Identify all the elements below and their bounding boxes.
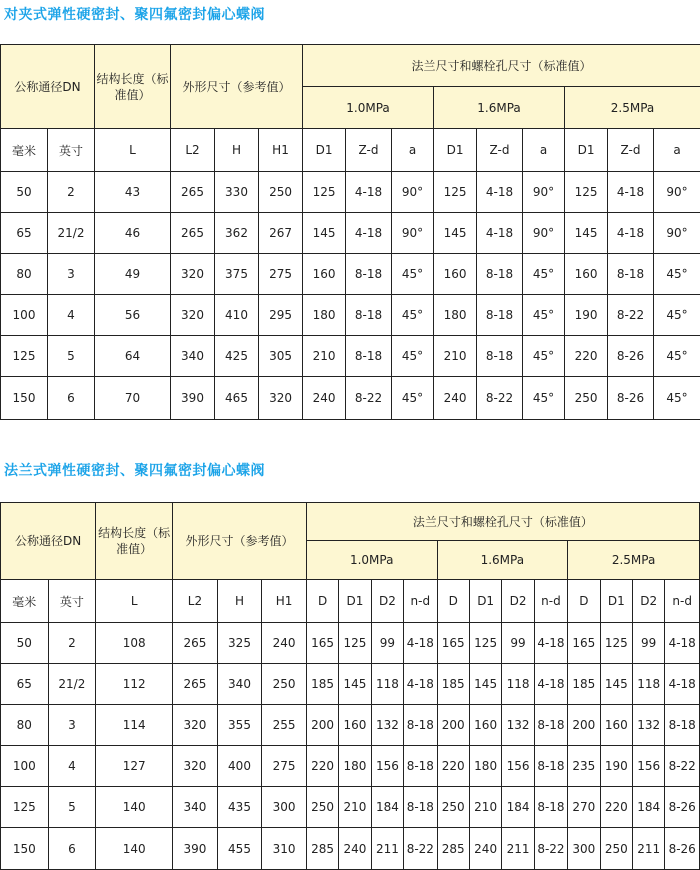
table-cell: 45° bbox=[523, 254, 565, 295]
table-cell: 140 bbox=[96, 828, 173, 870]
column-header: D bbox=[568, 580, 600, 623]
pressure-header: 2.5MPa bbox=[565, 87, 700, 129]
table-cell: 45° bbox=[654, 336, 700, 377]
table-cell: 114 bbox=[96, 705, 173, 746]
table-cell: 45° bbox=[392, 295, 434, 336]
table-cell: 90° bbox=[392, 172, 434, 213]
pressure-header: 1.0MPa bbox=[306, 541, 437, 580]
table-cell: 320 bbox=[173, 746, 218, 787]
table-cell: 285 bbox=[437, 828, 469, 870]
table-cell: 4 bbox=[48, 295, 95, 336]
table-cell: 465 bbox=[215, 377, 259, 420]
table-cell: 200 bbox=[568, 705, 600, 746]
column-header: H bbox=[217, 580, 262, 623]
table-cell: 45° bbox=[392, 336, 434, 377]
table-cell: 255 bbox=[262, 705, 307, 746]
table-cell: 4-18 bbox=[404, 623, 437, 664]
table-cell: 50 bbox=[1, 172, 48, 213]
table-cell: 118 bbox=[502, 664, 534, 705]
table-cell: 270 bbox=[568, 787, 600, 828]
table-cell: 4-18 bbox=[477, 172, 523, 213]
table-cell: 8-18 bbox=[404, 787, 437, 828]
table-row bbox=[1, 377, 700, 420]
table-cell: 108 bbox=[96, 623, 173, 664]
column-header: Z-d bbox=[477, 129, 523, 172]
column-header: Z-d bbox=[346, 129, 392, 172]
table-cell: 295 bbox=[259, 295, 303, 336]
table-cell: 132 bbox=[502, 705, 534, 746]
table-cell: 8-18 bbox=[404, 705, 437, 746]
table-cell: 300 bbox=[568, 828, 600, 870]
column-header: D1 bbox=[434, 129, 477, 172]
table-cell: 70 bbox=[95, 377, 171, 420]
column-header: D2 bbox=[371, 580, 403, 623]
table-cell: 8-18 bbox=[608, 254, 654, 295]
table-cell: 150 bbox=[1, 377, 48, 420]
table-cell: 240 bbox=[303, 377, 346, 420]
table-cell: 145 bbox=[600, 664, 632, 705]
column-header: 英寸 bbox=[48, 580, 96, 623]
table-cell: 80 bbox=[1, 254, 48, 295]
table-cell: 8-22 bbox=[665, 746, 700, 787]
table-cell: 160 bbox=[469, 705, 501, 746]
table-cell: 125 bbox=[1, 336, 48, 377]
table-cell: 8-18 bbox=[346, 336, 392, 377]
outline-header: 外形尺寸（参考值） bbox=[171, 45, 303, 129]
table-cell: 362 bbox=[215, 213, 259, 254]
table-cell: 185 bbox=[437, 664, 469, 705]
column-header: D2 bbox=[632, 580, 664, 623]
column-header: 毫米 bbox=[1, 129, 48, 172]
table-row bbox=[1, 623, 700, 664]
table-cell: 8-18 bbox=[534, 746, 567, 787]
pressure-header: 1.6MPa bbox=[434, 87, 565, 129]
column-header: n-d bbox=[534, 580, 567, 623]
table-cell: 4-18 bbox=[346, 213, 392, 254]
table-cell: 6 bbox=[48, 828, 96, 870]
column-header: n-d bbox=[404, 580, 437, 623]
table-cell: 4-18 bbox=[665, 623, 700, 664]
table-cell: 300 bbox=[262, 787, 307, 828]
table-cell: 240 bbox=[339, 828, 371, 870]
table-row bbox=[1, 295, 700, 336]
table-cell: 190 bbox=[565, 295, 608, 336]
table-cell: 4 bbox=[48, 746, 96, 787]
table-cell: 145 bbox=[565, 213, 608, 254]
table-cell: 99 bbox=[371, 623, 403, 664]
table-cell: 43 bbox=[95, 172, 171, 213]
column-header: a bbox=[392, 129, 434, 172]
table-cell: 250 bbox=[262, 664, 307, 705]
table-cell: 4-18 bbox=[404, 664, 437, 705]
table-cell: 455 bbox=[217, 828, 262, 870]
table-cell: 4-18 bbox=[534, 664, 567, 705]
table-cell: 21/2 bbox=[48, 213, 95, 254]
table-cell: 56 bbox=[95, 295, 171, 336]
table-cell: 425 bbox=[215, 336, 259, 377]
table-cell: 5 bbox=[48, 787, 96, 828]
outline-header: 外形尺寸（参考值） bbox=[173, 503, 307, 580]
table-cell: 211 bbox=[632, 828, 664, 870]
column-header: a bbox=[523, 129, 565, 172]
table-cell: 132 bbox=[371, 705, 403, 746]
table-cell: 165 bbox=[568, 623, 600, 664]
table-cell: 265 bbox=[171, 172, 215, 213]
table-cell: 4-18 bbox=[608, 213, 654, 254]
table-cell: 8-26 bbox=[608, 336, 654, 377]
table-cell: 8-18 bbox=[665, 705, 700, 746]
column-header: D1 bbox=[469, 580, 501, 623]
table-cell: 140 bbox=[96, 787, 173, 828]
table-cell: 265 bbox=[171, 213, 215, 254]
table-cell: 4-18 bbox=[346, 172, 392, 213]
table-cell: 6 bbox=[48, 377, 95, 420]
table-cell: 340 bbox=[171, 336, 215, 377]
table-cell: 220 bbox=[600, 787, 632, 828]
table-cell: 112 bbox=[96, 664, 173, 705]
table-cell: 2 bbox=[48, 172, 95, 213]
table-cell: 145 bbox=[303, 213, 346, 254]
column-header: D1 bbox=[339, 580, 371, 623]
table-cell: 8-26 bbox=[665, 828, 700, 870]
table-cell: 200 bbox=[306, 705, 338, 746]
table-cell: 165 bbox=[306, 623, 338, 664]
table-cell: 8-26 bbox=[608, 377, 654, 420]
table-cell: 5 bbox=[48, 336, 95, 377]
table-cell: 184 bbox=[632, 787, 664, 828]
flange-header: 法兰尺寸和螺栓孔尺寸（标准值） bbox=[303, 45, 700, 87]
table-cell: 250 bbox=[600, 828, 632, 870]
table-cell: 99 bbox=[632, 623, 664, 664]
column-header: D1 bbox=[600, 580, 632, 623]
table-cell: 265 bbox=[173, 664, 218, 705]
table-row bbox=[1, 213, 700, 254]
table-row bbox=[1, 787, 700, 828]
table-cell: 4-18 bbox=[665, 664, 700, 705]
table-cell: 210 bbox=[303, 336, 346, 377]
table-row bbox=[1, 172, 700, 213]
table-cell: 125 bbox=[600, 623, 632, 664]
table-cell: 156 bbox=[502, 746, 534, 787]
table-cell: 100 bbox=[1, 295, 48, 336]
table-cell: 64 bbox=[95, 336, 171, 377]
table-cell: 3 bbox=[48, 254, 95, 295]
table-cell: 8-18 bbox=[346, 254, 392, 295]
table-cell: 200 bbox=[437, 705, 469, 746]
table-cell: 330 bbox=[215, 172, 259, 213]
table-cell: 285 bbox=[306, 828, 338, 870]
table-cell: 125 bbox=[434, 172, 477, 213]
table-cell: 125 bbox=[1, 787, 49, 828]
table-cell: 180 bbox=[303, 295, 346, 336]
table-cell: 150 bbox=[1, 828, 49, 870]
table-cell: 325 bbox=[217, 623, 262, 664]
column-header-row bbox=[1, 580, 700, 623]
table-cell: 8-18 bbox=[477, 336, 523, 377]
table-cell: 156 bbox=[632, 746, 664, 787]
table-body bbox=[1, 623, 700, 870]
table-cell: 390 bbox=[171, 377, 215, 420]
column-header: D2 bbox=[502, 580, 534, 623]
table-cell: 320 bbox=[171, 295, 215, 336]
table-cell: 160 bbox=[565, 254, 608, 295]
table-cell: 125 bbox=[469, 623, 501, 664]
column-header: D bbox=[306, 580, 338, 623]
table-cell: 125 bbox=[565, 172, 608, 213]
table-cell: 184 bbox=[502, 787, 534, 828]
dn-header: 公称通径DN bbox=[1, 503, 96, 580]
table-cell: 65 bbox=[1, 213, 48, 254]
table-cell: 3 bbox=[48, 705, 96, 746]
table-cell: 90° bbox=[654, 213, 700, 254]
table-cell: 8-18 bbox=[534, 705, 567, 746]
table-cell: 8-22 bbox=[404, 828, 437, 870]
table-cell: 320 bbox=[173, 705, 218, 746]
table-cell: 8-26 bbox=[665, 787, 700, 828]
table-cell: 125 bbox=[303, 172, 346, 213]
column-header: L2 bbox=[173, 580, 218, 623]
table-cell: 190 bbox=[600, 746, 632, 787]
column-header: D1 bbox=[303, 129, 346, 172]
column-header: D bbox=[437, 580, 469, 623]
table-cell: 8-18 bbox=[346, 295, 392, 336]
table-cell: 4-18 bbox=[608, 172, 654, 213]
table-cell: 45° bbox=[654, 377, 700, 420]
table-cell: 180 bbox=[339, 746, 371, 787]
table-cell: 435 bbox=[217, 787, 262, 828]
table-cell: 250 bbox=[306, 787, 338, 828]
table-body bbox=[1, 172, 700, 420]
table-cell: 320 bbox=[259, 377, 303, 420]
table-cell: 8-22 bbox=[346, 377, 392, 420]
table-cell: 4-18 bbox=[534, 623, 567, 664]
pressure-header: 2.5MPa bbox=[568, 541, 700, 580]
table-cell: 250 bbox=[259, 172, 303, 213]
table-cell: 390 bbox=[173, 828, 218, 870]
column-header-row bbox=[1, 129, 700, 172]
table-cell: 185 bbox=[306, 664, 338, 705]
length-header: 结构长度（标准值） bbox=[96, 503, 173, 580]
table-cell: 265 bbox=[173, 623, 218, 664]
table-cell: 320 bbox=[171, 254, 215, 295]
table-cell: 240 bbox=[469, 828, 501, 870]
table-cell: 275 bbox=[259, 254, 303, 295]
column-header: Z-d bbox=[608, 129, 654, 172]
table-cell: 90° bbox=[523, 213, 565, 254]
column-header: L bbox=[95, 129, 171, 172]
table-row bbox=[1, 746, 700, 787]
table-cell: 118 bbox=[632, 664, 664, 705]
table-cell: 340 bbox=[173, 787, 218, 828]
length-header: 结构长度（标准值） bbox=[95, 45, 171, 129]
table-cell: 45° bbox=[654, 254, 700, 295]
flange-valve-table bbox=[0, 502, 700, 870]
table-cell: 90° bbox=[654, 172, 700, 213]
table-cell: 4-18 bbox=[477, 213, 523, 254]
column-header: L2 bbox=[171, 129, 215, 172]
table-row bbox=[1, 336, 700, 377]
table-cell: 45° bbox=[523, 295, 565, 336]
table-cell: 165 bbox=[437, 623, 469, 664]
table-cell: 8-18 bbox=[477, 254, 523, 295]
table-cell: 210 bbox=[469, 787, 501, 828]
table-cell: 340 bbox=[217, 664, 262, 705]
table-cell: 8-18 bbox=[534, 787, 567, 828]
table-cell: 184 bbox=[371, 787, 403, 828]
table-cell: 275 bbox=[262, 746, 307, 787]
table-cell: 90° bbox=[523, 172, 565, 213]
table-cell: 211 bbox=[502, 828, 534, 870]
table-cell: 45° bbox=[654, 295, 700, 336]
table-cell: 8-18 bbox=[404, 746, 437, 787]
table-cell: 160 bbox=[339, 705, 371, 746]
table-cell: 240 bbox=[262, 623, 307, 664]
table-cell: 99 bbox=[502, 623, 534, 664]
table-cell: 410 bbox=[215, 295, 259, 336]
table-cell: 80 bbox=[1, 705, 49, 746]
column-header: H bbox=[215, 129, 259, 172]
table-cell: 49 bbox=[95, 254, 171, 295]
table-cell: 160 bbox=[600, 705, 632, 746]
table-cell: 90° bbox=[392, 213, 434, 254]
table-cell: 210 bbox=[434, 336, 477, 377]
table-cell: 145 bbox=[469, 664, 501, 705]
table-cell: 132 bbox=[632, 705, 664, 746]
table-cell: 160 bbox=[303, 254, 346, 295]
wafer-valve-table bbox=[0, 44, 700, 420]
table-cell: 8-22 bbox=[608, 295, 654, 336]
table-cell: 400 bbox=[217, 746, 262, 787]
column-header: 毫米 bbox=[1, 580, 49, 623]
table-cell: 240 bbox=[434, 377, 477, 420]
table-row bbox=[1, 705, 700, 746]
table-cell: 250 bbox=[437, 787, 469, 828]
table-cell: 220 bbox=[306, 746, 338, 787]
column-header: L bbox=[96, 580, 173, 623]
table-cell: 185 bbox=[568, 664, 600, 705]
table-cell: 305 bbox=[259, 336, 303, 377]
table-cell: 220 bbox=[437, 746, 469, 787]
table-cell: 50 bbox=[1, 623, 49, 664]
column-header: D1 bbox=[565, 129, 608, 172]
table-cell: 2 bbox=[48, 623, 96, 664]
column-header: n-d bbox=[665, 580, 700, 623]
table-cell: 125 bbox=[339, 623, 371, 664]
table-cell: 220 bbox=[565, 336, 608, 377]
table-cell: 250 bbox=[565, 377, 608, 420]
table-cell: 46 bbox=[95, 213, 171, 254]
table-cell: 211 bbox=[371, 828, 403, 870]
table-cell: 8-22 bbox=[534, 828, 567, 870]
table-cell: 310 bbox=[262, 828, 307, 870]
table2-title: 法兰式弹性硬密封、聚四氟密封偏心蝶阀 bbox=[4, 463, 265, 479]
table-row bbox=[1, 254, 700, 295]
table-cell: 45° bbox=[523, 336, 565, 377]
table1-title: 对夹式弹性硬密封、聚四氟密封偏心蝶阀 bbox=[4, 7, 265, 23]
table-cell: 8-18 bbox=[477, 295, 523, 336]
table-cell: 65 bbox=[1, 664, 49, 705]
table-cell: 21/2 bbox=[48, 664, 96, 705]
table-cell: 100 bbox=[1, 746, 49, 787]
table-cell: 127 bbox=[96, 746, 173, 787]
table-cell: 156 bbox=[371, 746, 403, 787]
dn-header: 公称通径DN bbox=[1, 45, 95, 129]
table-cell: 235 bbox=[568, 746, 600, 787]
table-cell: 8-22 bbox=[477, 377, 523, 420]
table-cell: 145 bbox=[434, 213, 477, 254]
pressure-header: 1.6MPa bbox=[437, 541, 568, 580]
column-header: H1 bbox=[259, 129, 303, 172]
table-cell: 45° bbox=[523, 377, 565, 420]
table-cell: 355 bbox=[217, 705, 262, 746]
table-cell: 180 bbox=[434, 295, 477, 336]
flange-header: 法兰尺寸和螺栓孔尺寸（标准值） bbox=[306, 503, 699, 541]
table-cell: 210 bbox=[339, 787, 371, 828]
table-cell: 45° bbox=[392, 377, 434, 420]
table-cell: 160 bbox=[434, 254, 477, 295]
table-row bbox=[1, 828, 700, 870]
table-cell: 180 bbox=[469, 746, 501, 787]
table-cell: 118 bbox=[371, 664, 403, 705]
table-cell: 45° bbox=[392, 254, 434, 295]
table-cell: 267 bbox=[259, 213, 303, 254]
table-cell: 145 bbox=[339, 664, 371, 705]
column-header: a bbox=[654, 129, 700, 172]
column-header: 英寸 bbox=[48, 129, 95, 172]
column-header: H1 bbox=[262, 580, 307, 623]
table-row bbox=[1, 664, 700, 705]
table-cell: 375 bbox=[215, 254, 259, 295]
pressure-header: 1.0MPa bbox=[303, 87, 434, 129]
